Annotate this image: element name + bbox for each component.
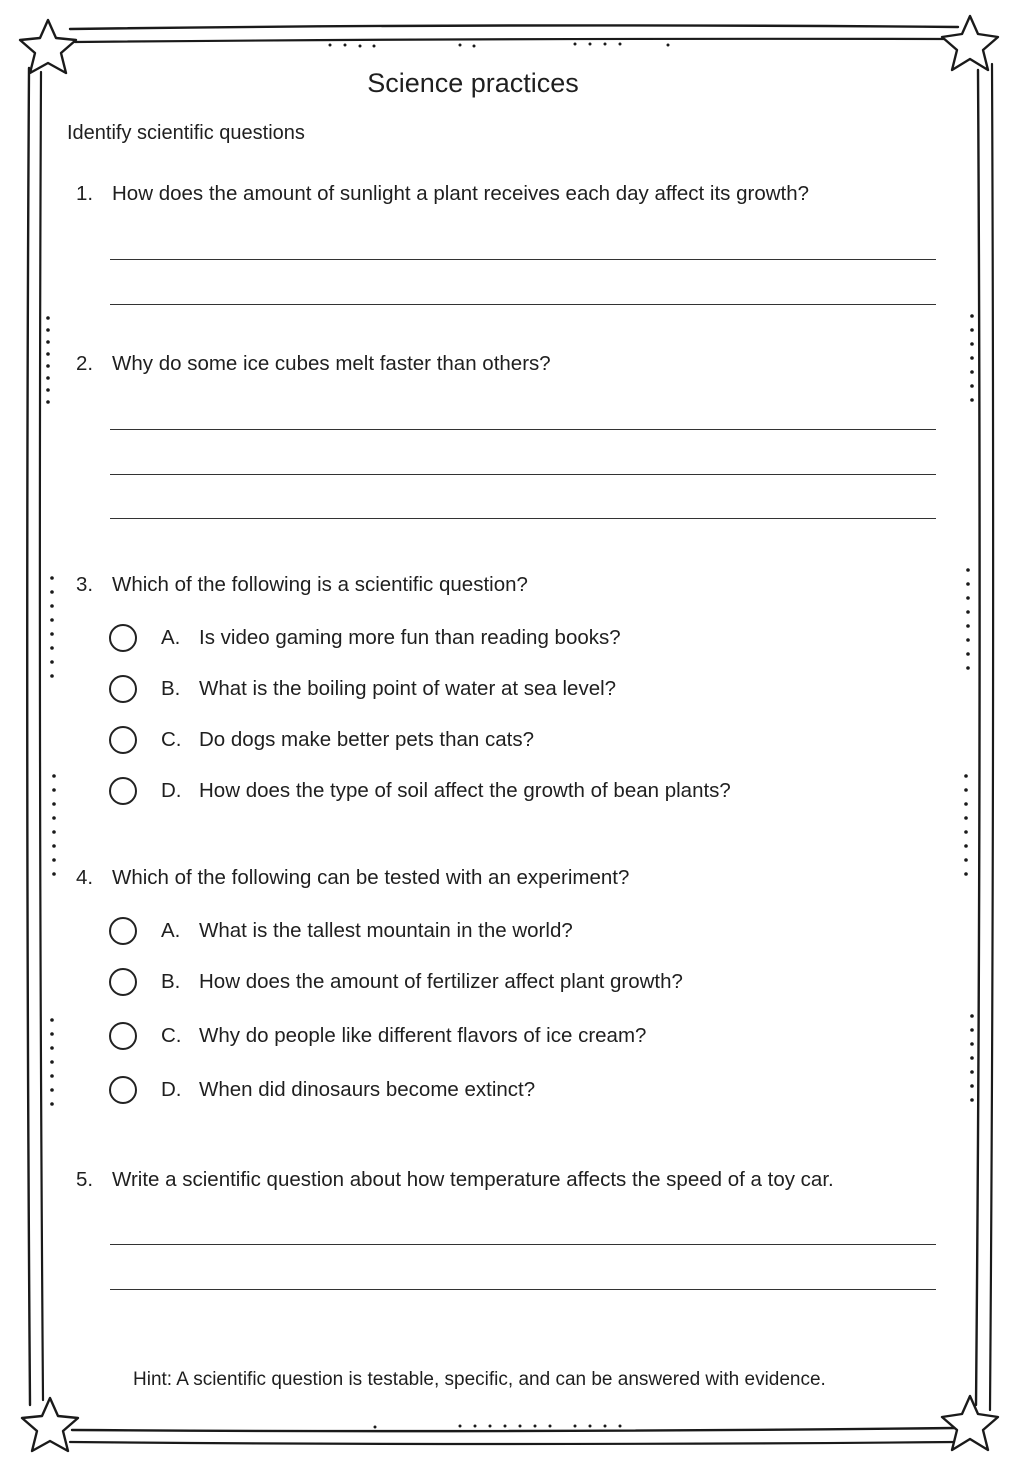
question-2	[76, 352, 551, 376]
question-number: 3.	[76, 573, 94, 596]
worksheet-subtitle: Identify scientific questions	[67, 122, 305, 144]
question-number: 1.	[76, 182, 94, 205]
option-letter: C.	[161, 728, 182, 751]
option-letter: A.	[161, 919, 181, 942]
option-text: Do dogs make better pets than cats?	[199, 728, 535, 751]
question-text: Which of the following is a scientific question?	[112, 573, 528, 596]
option-letter: C.	[161, 1024, 182, 1047]
question-number: 5.	[76, 1168, 94, 1191]
option-letter: B.	[161, 677, 181, 700]
option-letter: D.	[161, 1078, 182, 1101]
question-number: 4.	[76, 866, 94, 889]
answer-line[interactable]	[110, 474, 936, 475]
option-4b[interactable]	[109, 965, 683, 999]
star-icon	[20, 20, 76, 73]
hint-text: Hint: A scientific question is testable, specific, and can be answered with evidence.	[133, 1369, 826, 1390]
option-letter: D.	[161, 779, 182, 802]
answer-line[interactable]	[110, 429, 936, 430]
option-text: When did dinosaurs become extinct?	[199, 1078, 536, 1101]
option-3d[interactable]	[109, 774, 731, 808]
option-letter: B.	[161, 970, 181, 993]
option-3b[interactable]	[109, 672, 616, 706]
answer-line[interactable]	[110, 1289, 936, 1290]
question-number: 2.	[76, 352, 94, 375]
radio-circle[interactable]	[109, 675, 137, 703]
answer-line[interactable]	[110, 518, 936, 519]
radio-circle[interactable]	[109, 624, 137, 652]
answer-line[interactable]	[110, 304, 936, 305]
option-text: What is the boiling point of water at sea level?	[199, 677, 617, 700]
option-text: How does the type of soil affect the growth of bean plants?	[199, 779, 731, 802]
worksheet-title: Science practices	[367, 68, 579, 98]
answer-line[interactable]	[110, 259, 936, 260]
star-icon	[942, 16, 998, 70]
question-text: Which of the following can be tested with an experiment?	[112, 866, 630, 889]
radio-circle[interactable]	[109, 726, 137, 754]
option-text: How does the amount of fertilizer affect plant growth?	[199, 970, 683, 993]
radio-circle[interactable]	[109, 1022, 137, 1050]
radio-circle[interactable]	[109, 1076, 137, 1104]
question-4	[76, 866, 629, 890]
option-text: Why do people like different flavors of ice cream?	[199, 1024, 647, 1047]
question-text: Why do some ice cubes melt faster than others?	[112, 352, 551, 375]
option-3a[interactable]	[109, 621, 621, 655]
option-3c[interactable]	[109, 723, 534, 757]
question-3	[76, 573, 528, 597]
option-4d[interactable]	[109, 1073, 535, 1107]
option-text: What is the tallest mountain in the world?	[199, 919, 573, 942]
option-4a[interactable]	[109, 914, 573, 948]
answer-line[interactable]	[110, 1244, 936, 1245]
question-text: How does the amount of sunlight a plant receives each day affect its growth?	[112, 182, 810, 205]
question-1	[76, 182, 809, 206]
option-letter: A.	[161, 626, 181, 649]
radio-circle[interactable]	[109, 777, 137, 805]
question-5	[76, 1168, 834, 1192]
option-4c[interactable]	[109, 1019, 646, 1053]
radio-circle[interactable]	[109, 917, 137, 945]
radio-circle[interactable]	[109, 968, 137, 996]
option-text: Is video gaming more fun than reading books?	[199, 626, 621, 649]
question-text: Write a scientific question about how temperature affects the speed of a toy car.	[112, 1168, 834, 1191]
